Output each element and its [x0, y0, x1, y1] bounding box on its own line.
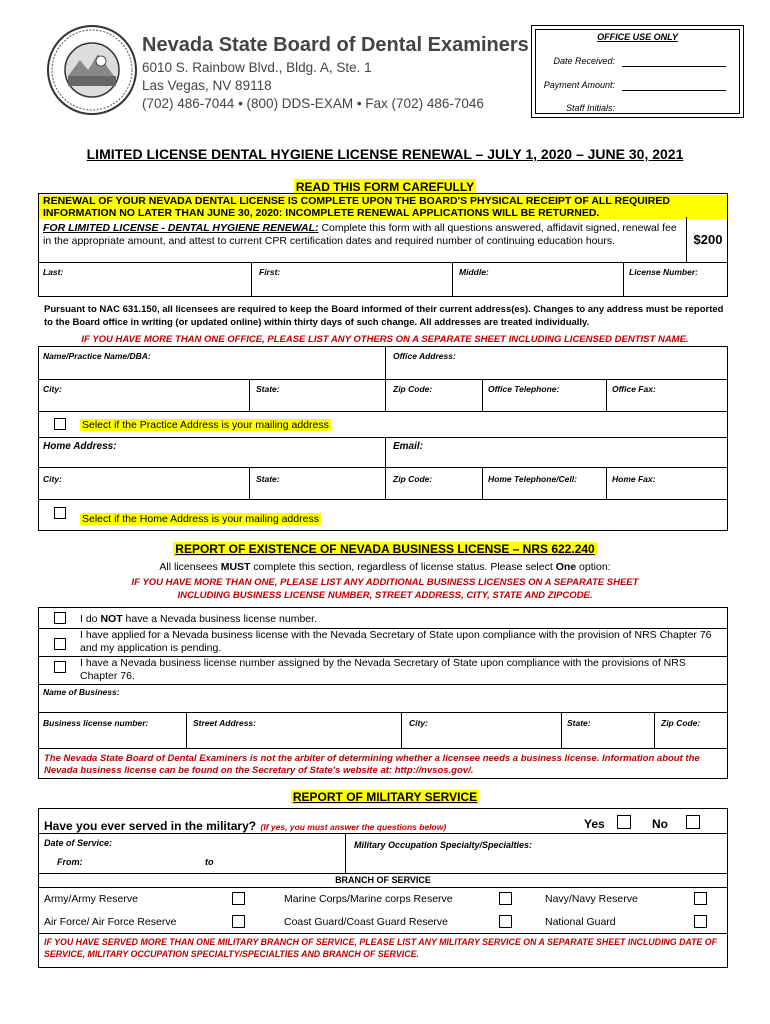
practice-city-label: City: [43, 384, 62, 394]
renewal-notice-box [38, 193, 728, 263]
business-instruction [0, 561, 770, 573]
office-fax-label: Office Fax: [612, 384, 656, 394]
practice-state-label: State: [256, 384, 280, 394]
date-received-field[interactable] [622, 66, 726, 67]
practice-mailing-checkbox[interactable] [54, 418, 66, 430]
branch-marine-checkbox[interactable] [499, 892, 512, 905]
practice-zip-field[interactable] [386, 380, 482, 411]
first-name-field[interactable] [252, 263, 452, 296]
form-title: LIMITED LICENSE DENTAL HYGIENE LICENSE RENEWAL – JULY 1, 2020 – JUNE 30, 2021 [86, 146, 684, 162]
branch-navy-checkbox[interactable] [694, 892, 707, 905]
business-street-label: Street Address: [193, 718, 256, 728]
specialty-label: Military Occupation Specialty/Specialties: [354, 840, 533, 850]
branch-airforce-label: Air Force/ Air Force Reserve [44, 916, 177, 928]
date-received-label: Date Received: [553, 56, 615, 66]
military-heading: REPORT OF MILITARY SERVICE [292, 790, 478, 804]
email-label: Email: [393, 441, 424, 452]
instruction-post: option: [579, 561, 611, 573]
org-address-1: 6010 S. Rainbow Blvd., Bldg. A, Ste. 1 [142, 60, 372, 75]
renewal-notice: RENEWAL OF YOUR NEVADA DENTAL LICENSE IS COMPLETE UPON THE BOARD'S PHYSICAL RECEIPT OF ALL REQUIRED INFORMATION NO LATER THAN JUNE 30, 2020: INCOMPLETE RENEWAL APPLICATIONS WILL BE RETURNED. [39, 195, 727, 219]
home-address-field[interactable] [39, 437, 385, 467]
office-use-title: OFFICE USE ONLY [597, 32, 678, 42]
branch-airforce-checkbox[interactable] [232, 915, 245, 928]
staff-initials-label: Staff Initials: [565, 103, 615, 113]
middle-name-label: Middle: [459, 267, 489, 277]
service-from-field[interactable] [94, 854, 204, 870]
branch-coastguard-label: Coast Guard/Coast Guard Reserve [284, 916, 448, 928]
business-zip-label: Zip Code: [661, 718, 701, 728]
business-zip-field[interactable] [655, 713, 727, 748]
business-city-label: City: [409, 718, 428, 728]
practice-city-field[interactable] [39, 380, 249, 411]
practice-mailing-label: Select if the Practice Address is your mailing address [82, 419, 329, 431]
applied-license-checkbox[interactable] [54, 638, 66, 650]
home-zip-label: Zip Code: [393, 474, 433, 484]
to-label: to [205, 857, 214, 867]
instruction-mid: complete this section, regardless of license status. Please select [253, 561, 553, 573]
has-license-checkbox[interactable] [54, 661, 66, 673]
yes-label: Yes [584, 817, 605, 831]
business-state-field[interactable] [562, 713, 654, 748]
office-address-label: Office Address: [393, 351, 456, 361]
branch-marine-label: Marine Corps/Marine corps Reserve [284, 893, 453, 905]
business-multi-line1: IF YOU HAVE MORE THAN ONE, PLEASE LIST ANY ADDITIONAL BUSINESS LICENSES ON A SEPARATE SHEET [131, 577, 639, 588]
military-note: IF YOU HAVE SERVED MORE THAN ONE MILITARY BRANCH OF SERVICE, PLEASE LIST ANY MILITARY SERVICE ON A SEPARATE SHEET INCLUDING DATE OF SERVICE, MILITARY OCCUPATION SPECIALTY/SPECIALTIES AND BRANCH OF SERVICE. [44, 937, 718, 959]
branch-coastguard-checkbox[interactable] [499, 915, 512, 928]
staff-initials-field[interactable] [622, 113, 726, 114]
branch-army-checkbox[interactable] [232, 892, 245, 905]
home-address-block [38, 437, 728, 531]
no-license-checkbox[interactable] [54, 612, 66, 624]
home-state-field[interactable] [250, 468, 385, 499]
last-name-field[interactable] [39, 263, 251, 296]
business-number-field[interactable] [39, 713, 186, 748]
business-state-label: State: [567, 718, 591, 728]
email-field[interactable] [386, 437, 728, 467]
read-carefully: READ THIS FORM CAREFULLY [295, 180, 475, 194]
practice-state-field[interactable] [250, 380, 385, 411]
first-name-label: First: [259, 267, 281, 277]
middle-name-field[interactable] [453, 263, 623, 296]
home-zip-field[interactable] [386, 468, 482, 499]
option2-text: I have applied for a Nevada business license with the Nevada Secretary of State upon compliance with the provision of NRS Chapter 76 and my application is pending. [80, 629, 712, 654]
nac-notice: Pursuant to NAC 631.150, all licensees are required to keep the Board informed of their current address(es). Changes to any address must be reported to the Board office in writing (or updated online) within thirty days of such change. All addresses are treated individually. [44, 304, 724, 328]
home-city-field[interactable] [39, 468, 249, 499]
org-name: Nevada State Board of Dental Examiners [142, 34, 529, 56]
business-street-field[interactable] [187, 713, 401, 748]
home-mailing-checkbox[interactable] [54, 507, 66, 519]
business-multi-line2: INCLUDING BUSINESS LICENSE NUMBER, STREET ADDRESS, CITY, STATE AND ZIPCODE. [177, 590, 593, 601]
option1-pre: I do [80, 613, 98, 625]
branch-nationalguard-label: National Guard [545, 916, 616, 928]
last-name-label: Last: [43, 267, 64, 277]
license-number-label: License Number: [629, 267, 698, 277]
office-telephone-label: Office Telephone: [488, 384, 560, 394]
option3-text: I have a Nevada business license number assigned by the Nevada Secretary of State upon compliance with the provisions of NRS Chapter 76. [80, 657, 686, 682]
specialty-field[interactable] [346, 834, 727, 873]
military-question: Have you ever served in the military? [44, 819, 257, 833]
limited-text: Complete this form with all questions answered, affidavit signed, renewal fee in the appropriate amount, and attest to current CPR certification dates and required number of continuing education hours. [43, 222, 677, 247]
home-telephone-field[interactable] [483, 468, 606, 499]
practice-zip-label: Zip Code: [393, 384, 433, 394]
branch-army-label: Army/Army Reserve [44, 893, 138, 905]
license-number-field[interactable] [624, 263, 728, 296]
org-address-2: Las Vegas, NV 89118 [142, 78, 272, 93]
multi-office-note: IF YOU HAVE MORE THAN ONE OFFICE, PLEASE LIST ANY OTHERS ON A SEPARATE SHEET INCLUDING LICENSED DENTIST NAME. [81, 334, 689, 345]
business-disclaimer: The Nevada State Board of Dental Examiners is not the arbiter of determining whether a licensee needs a business license. Information about the Nevada business license can be found on the Secretary of State's website at: http://nvsos.gov/. [44, 753, 700, 776]
branch-heading: BRANCH OF SERVICE [335, 875, 431, 885]
org-phones: (702) 486-7044 • (800) DDS-EXAM • Fax (702) 486-7046 [142, 96, 484, 111]
no-label: No [652, 817, 668, 831]
instruction-pre: All licensees [159, 561, 218, 573]
practice-address-block [38, 346, 728, 438]
office-address-field[interactable] [386, 347, 728, 379]
military-block [38, 808, 728, 968]
business-heading: REPORT OF EXISTENCE OF NEVADA BUSINESS LICENSE – NRS 622.240 [175, 542, 595, 556]
home-address-label: Home Address: [43, 441, 117, 452]
home-fax-field[interactable] [607, 468, 727, 499]
military-question-note: (If yes, you must answer the questions below) [260, 822, 447, 832]
office-fax-field[interactable] [607, 380, 727, 411]
business-license-block [38, 607, 728, 779]
branch-nationalguard-checkbox[interactable] [694, 915, 707, 928]
renewal-fee: $200 [693, 232, 723, 247]
instruction-must: MUST [220, 561, 251, 573]
branch-navy-label: Navy/Navy Reserve [545, 893, 638, 905]
home-mailing-label: Select if the Home Address is your mailing address [82, 513, 319, 525]
military-yes-checkbox[interactable] [617, 815, 631, 829]
option1-not: NOT [100, 613, 123, 625]
practice-name-field[interactable] [39, 347, 385, 379]
limited-heading: FOR LIMITED LICENSE - DENTAL HYGIENE RENEWAL: [43, 222, 319, 234]
option1-post: have a Nevada business license number. [125, 613, 317, 625]
home-telephone-label: Home Telephone/Cell: [488, 474, 577, 484]
service-to-field[interactable] [221, 854, 336, 870]
state-seal [46, 24, 138, 116]
office-use-box [531, 25, 744, 118]
name-row [38, 263, 728, 297]
date-of-service-label: Date of Service: [44, 838, 113, 848]
business-name-label: Name of Business: [43, 687, 120, 697]
from-label: From: [57, 857, 83, 867]
business-number-label: Business license number: [43, 718, 149, 728]
business-name-field[interactable] [39, 685, 727, 712]
instruction-one: One [555, 561, 577, 573]
military-no-checkbox[interactable] [686, 815, 700, 829]
home-state-label: State: [256, 474, 280, 484]
home-fax-label: Home Fax: [612, 474, 656, 484]
practice-name-label: Name/Practice Name/DBA: [43, 351, 151, 361]
payment-amount-label: Payment Amount: [543, 80, 615, 90]
office-telephone-field[interactable] [483, 380, 606, 411]
payment-amount-field[interactable] [622, 90, 726, 91]
home-city-label: City: [43, 474, 62, 484]
business-city-field[interactable] [402, 713, 561, 748]
